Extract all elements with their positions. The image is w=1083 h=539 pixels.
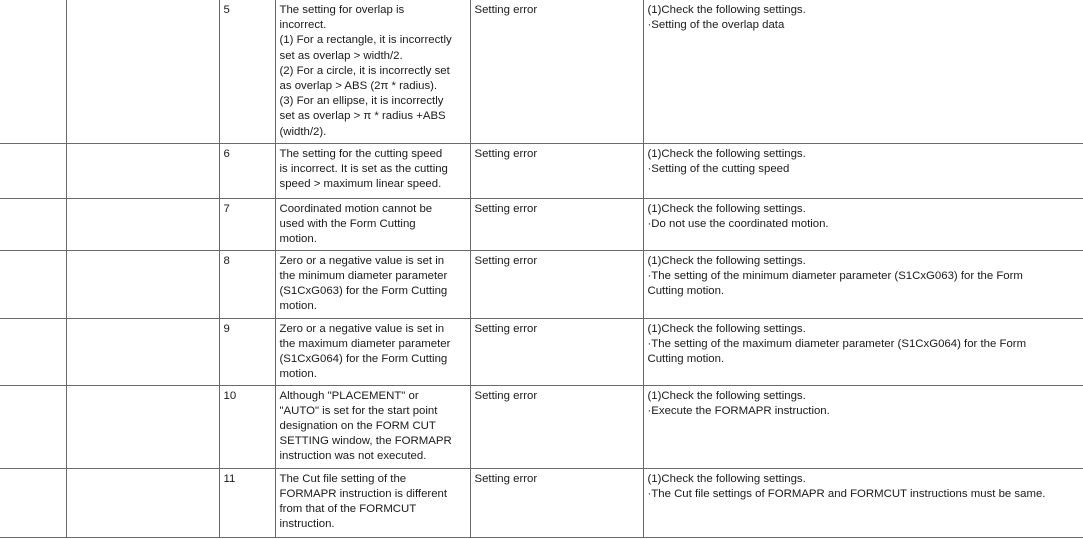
blank-cell: [66, 385, 219, 468]
table-row: [0, 385, 1083, 468]
table-row: [0, 318, 1083, 385]
blank-cell: [66, 198, 219, 250]
blank-cell: [0, 318, 66, 385]
error-type-cell: Setting error: [470, 198, 643, 250]
blank-cell: [0, 198, 66, 250]
remedy-cell: (1)Check the following settings. ·The setting of the minimum diameter parameter (S1CxG063) for the Form Cutting motion.: [643, 250, 1083, 318]
error-content-cell: Zero or a negative value is set in the minimum diameter parameter (S1CxG063) for the Form Cutting motion.: [275, 250, 470, 318]
table-row: [0, 468, 1083, 537]
error-type-cell: Setting error: [470, 318, 643, 385]
table-row: [0, 250, 1083, 318]
error-content-cell: The setting for overlap is incorrect. (1) For a rectangle, it is incorrectly set as overlap > width/2. (2) For a circle, it is incorrectly set as overlap > ABS (2π * radius). (3) For an ellipse, it is incorrectly set as overlap > π * radius +ABS (width/2).: [275, 0, 470, 143]
error-content-cell: Zero or a negative value is set in the maximum diameter parameter (S1CxG064) for the Form Cutting motion.: [275, 318, 470, 385]
table-row: [0, 198, 1083, 250]
error-content-cell: Although "PLACEMENT" or "AUTO" is set for the start point designation on the FORM CUT SETTING window, the FORMAPR instruction was not executed.: [275, 385, 470, 468]
blank-cell: [0, 250, 66, 318]
blank-cell: [0, 468, 66, 537]
error-type-cell: Setting error: [470, 385, 643, 468]
error-type-cell: Setting error: [470, 0, 643, 143]
remedy-cell: (1)Check the following settings. ·Setting of the cutting speed: [643, 143, 1083, 198]
blank-cell: [66, 143, 219, 198]
table-row: [0, 0, 1083, 143]
remedy-cell: (1)Check the following settings. ·Do not use the coordinated motion.: [643, 198, 1083, 250]
remedy-cell: (1)Check the following settings. ·Execute the FORMAPR instruction.: [643, 385, 1083, 468]
blank-cell: [66, 250, 219, 318]
error-type-cell: Setting error: [470, 468, 643, 537]
blank-cell: [66, 0, 219, 143]
remedy-cell: (1)Check the following settings. ·The Cut file settings of FORMAPR and FORMCUT instructions must be same.: [643, 468, 1083, 537]
error-number-cell: 6: [219, 143, 275, 198]
error-type-cell: Setting error: [470, 250, 643, 318]
blank-cell: [66, 318, 219, 385]
blank-cell: [0, 385, 66, 468]
error-content-cell: The Cut file setting of the FORMAPR instruction is different from that of the FORMCUT instruction.: [275, 468, 470, 537]
blank-cell: [0, 143, 66, 198]
error-content-cell: The setting for the cutting speed is incorrect. It is set as the cutting speed > maximum linear speed.: [275, 143, 470, 198]
error-number-cell: 7: [219, 198, 275, 250]
blank-cell: [0, 0, 66, 143]
error-number-cell: 5: [219, 0, 275, 143]
table-row: [0, 143, 1083, 198]
remedy-cell: (1)Check the following settings. ·The setting of the maximum diameter parameter (S1CxG064) for the Form Cutting motion.: [643, 318, 1083, 385]
error-number-cell: 9: [219, 318, 275, 385]
error-number-cell: 10: [219, 385, 275, 468]
error-number-cell: 11: [219, 468, 275, 537]
remedy-cell: (1)Check the following settings. ·Setting of the overlap data: [643, 0, 1083, 143]
error-number-cell: 8: [219, 250, 275, 318]
error-content-cell: Coordinated motion cannot be used with the Form Cutting motion.: [275, 198, 470, 250]
blank-cell: [66, 468, 219, 537]
error-type-cell: Setting error: [470, 143, 643, 198]
